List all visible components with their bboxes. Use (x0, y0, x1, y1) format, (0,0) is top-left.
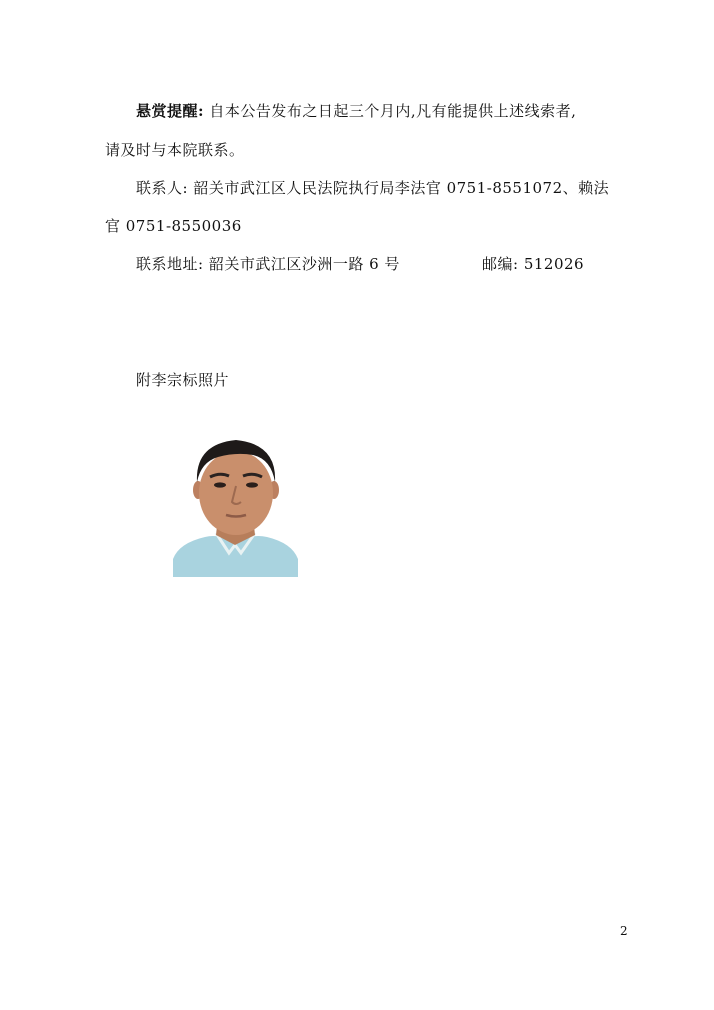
portrait-image (173, 427, 298, 577)
contact-line-1: 联系人: 韶关市武江区人民法院执行局李法官 0751-8551072、赖法 (136, 179, 610, 197)
photo-caption: 附李宗标照片 (136, 371, 230, 389)
portrait-photo (173, 427, 298, 577)
address-line: 联系地址: 韶关市武江区沙洲一路 6 号 (136, 255, 400, 273)
postcode-text: 邮编: 512026 (482, 255, 585, 273)
reward-notice-text: 自本公告发布之日起三个月内,凡有能提供上述线索者, (209, 102, 577, 120)
contact-line-2: 官 0751-8550036 (105, 217, 242, 235)
reward-notice-label: 悬赏提醒: (136, 102, 205, 120)
reward-notice-line-2: 请及时与本院联系。 (105, 141, 245, 159)
page-number: 2 (620, 924, 628, 938)
reward-notice-line-1 (136, 101, 576, 121)
